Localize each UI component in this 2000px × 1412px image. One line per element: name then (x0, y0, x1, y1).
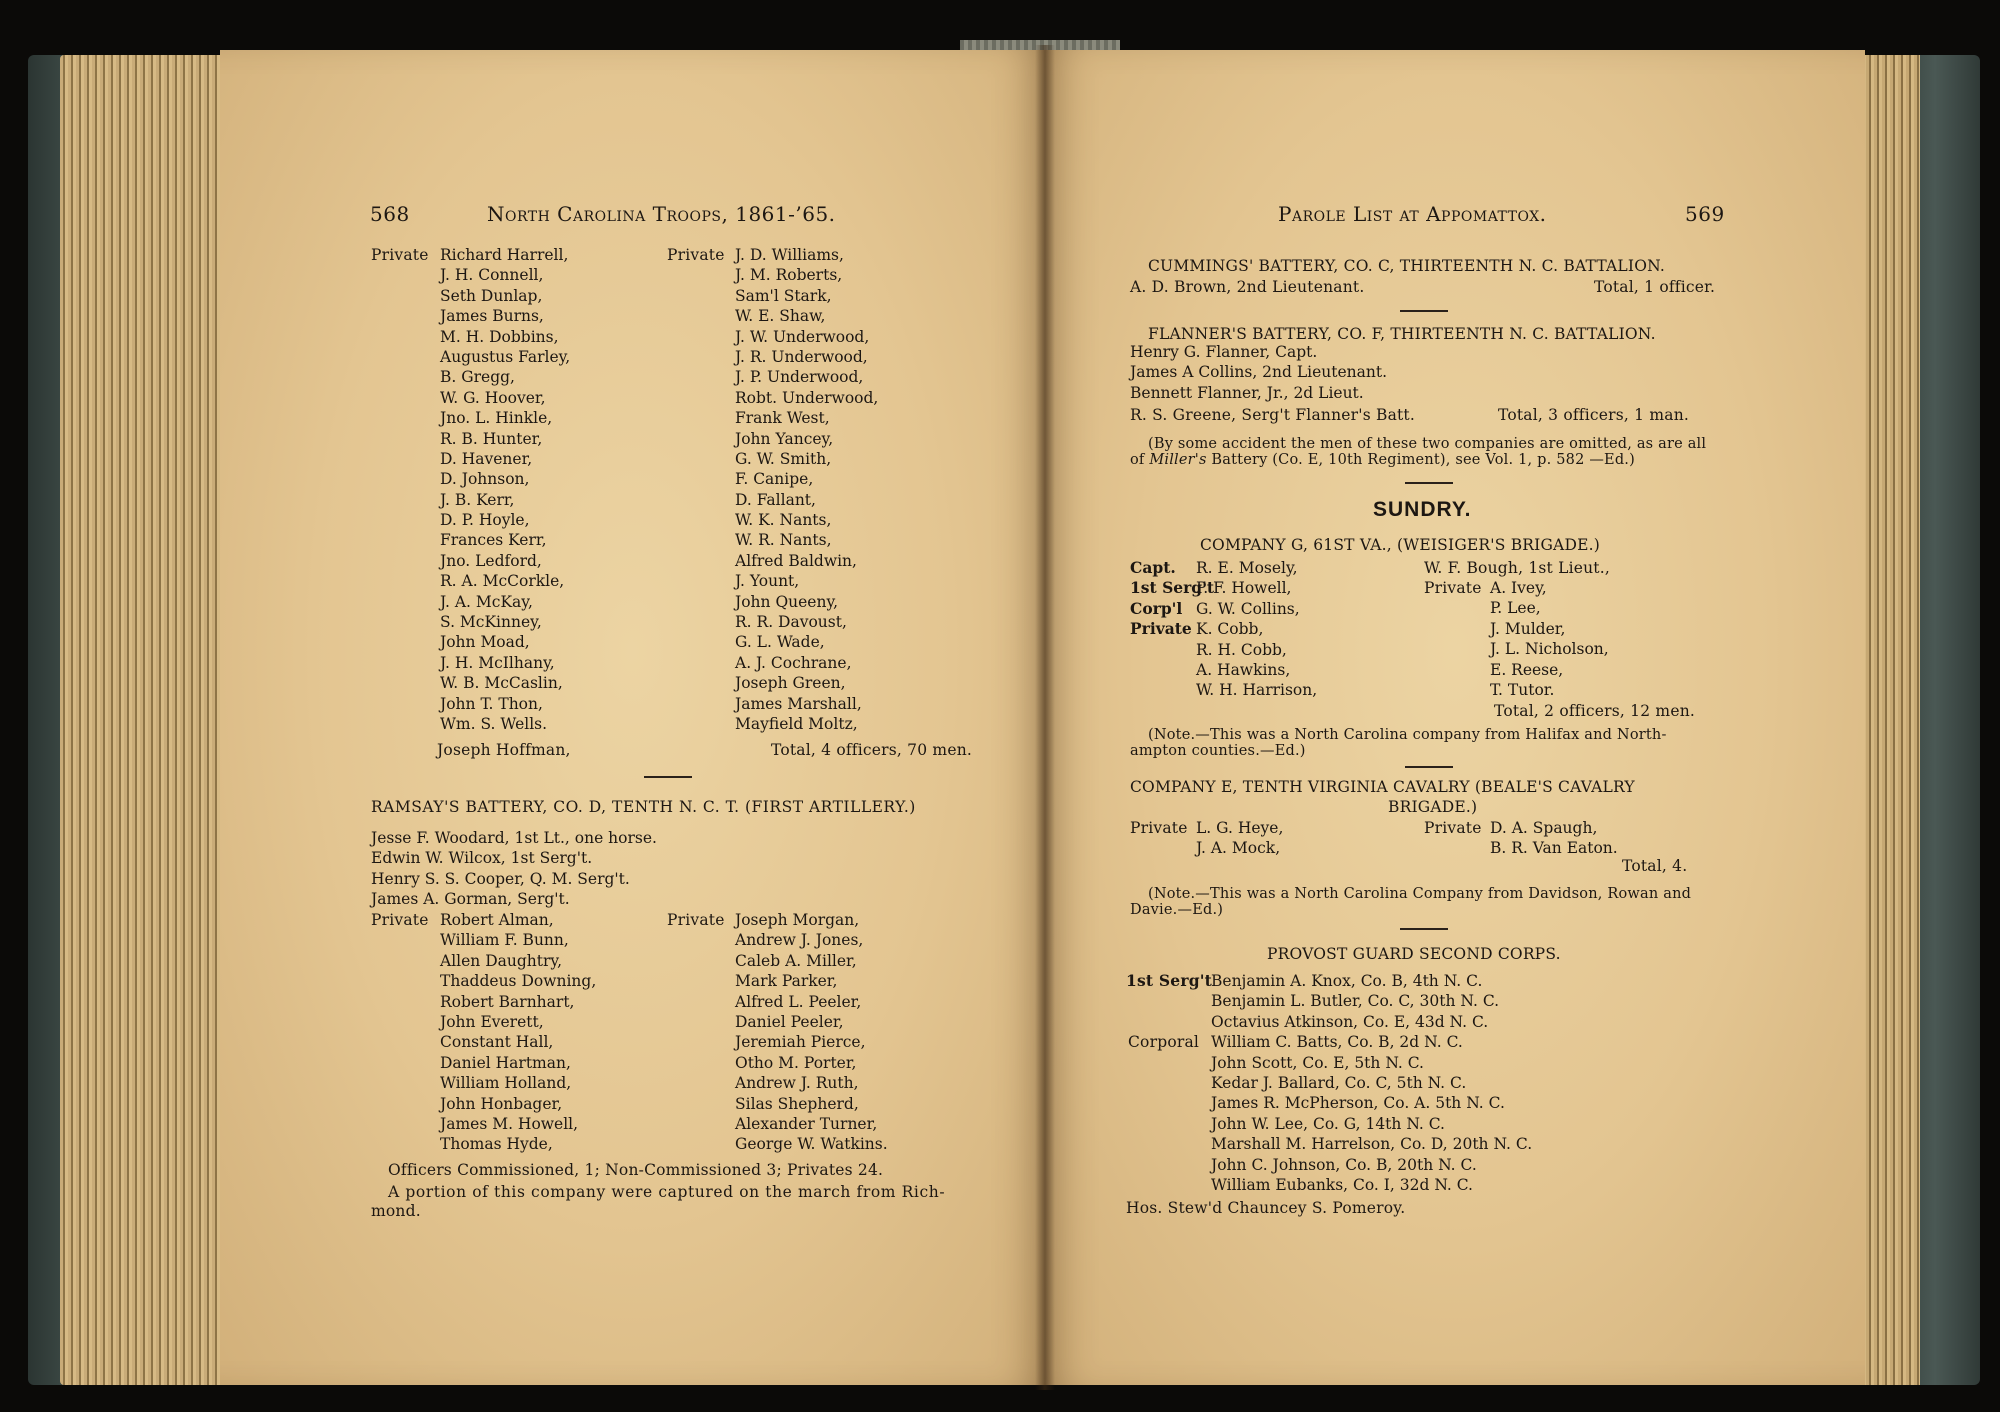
roster-name: Otho M. Porter, (735, 1053, 857, 1072)
roster-name: T. Tutor. (1490, 680, 1555, 699)
roster-name: S. McKinney, (440, 613, 542, 632)
roster-name: Caleb A. Miller, (735, 951, 857, 970)
roster-name: J. W. Underwood, (735, 327, 870, 346)
roster-name: Mayfield Moltz, (735, 714, 858, 733)
roster-name: James Marshall, (735, 694, 862, 713)
roster-name: Joseph Green, (735, 674, 846, 693)
flanner-total: Total, 3 officers, 1 man. (1498, 406, 1690, 424)
roster-name: F. Canipe, (735, 470, 814, 489)
roster-name: Daniel Hartman, (440, 1053, 571, 1072)
sundry-heading: SUNDRY. (1373, 498, 1472, 521)
left-running-head: North Carolina Troops, 1861-’65. (487, 202, 836, 226)
roster-name: John Everett, (440, 1012, 544, 1031)
roster-name: M. H. Dobbins, (440, 327, 559, 346)
roster-name: Andrew J. Jones, (735, 931, 864, 950)
company-e-note-line-1: (Note.—This was a North Carolina Company from Davidson, Rowan and (1148, 886, 1692, 902)
roster-name: Frank West, (735, 409, 830, 428)
roster-name: Andrew J. Ruth, (735, 1074, 859, 1093)
flanner-officers (1130, 342, 1387, 403)
company-g-lieutenant: W. F. Bough, 1st Lieut., (1424, 559, 1610, 577)
ramsay-officers (371, 828, 657, 910)
roster-name: W. B. McCaslin, (440, 674, 563, 693)
roster1-column-2 (735, 245, 878, 734)
provost-rank-corporal: Corporal (1128, 1033, 1200, 1051)
roster-name: J. A. McKay, (440, 592, 533, 611)
roster-name: P. Lee, (1490, 599, 1541, 618)
roster-name: Allen Daughtry, (440, 951, 563, 970)
provost-entry: William C. Batts, Co. B, 2d N. C. (1211, 1033, 1463, 1052)
roster-name: Alfred L. Peeler, (735, 992, 862, 1011)
officer-line: Bennett Flanner, Jr., 2d Lieut. (1130, 383, 1364, 402)
roster-name: P. F. Howell, (1196, 579, 1292, 598)
roster-name: John Honbager, (440, 1094, 563, 1113)
roster-name: Thaddeus Downing, (440, 972, 597, 991)
roster-name: John T. Thon, (440, 694, 543, 713)
roster-name: J. D. Williams, (735, 246, 844, 264)
cummings-total: Total, 1 officer. (1594, 278, 1716, 296)
roster-name: J. Mulder, (1490, 619, 1566, 638)
roster-name: R. E. Mosely, (1196, 559, 1298, 577)
roster-name: Mark Parker, (735, 972, 838, 991)
company-e-note-line-2: Davie.—Ed.) (1130, 902, 1224, 918)
roster2-rank-2: Private (667, 911, 725, 929)
roster-name: Seth Dunlap, (440, 286, 543, 305)
roster-name: W. G. Hoover, (440, 388, 546, 407)
roster-name: A. Hawkins, (1196, 660, 1291, 679)
roster-name: Silas Shepherd, (735, 1094, 859, 1113)
roster-name: John Moad, (440, 633, 530, 652)
company-g-private-rank: Private (1424, 579, 1482, 597)
roster-name: James M. Howell, (440, 1114, 579, 1133)
capture-note-line-1: A portion of this company were captured on the march from Rich- (388, 1183, 946, 1201)
roster-name: W. H. Harrison, (1196, 681, 1318, 700)
roster-name: Jno. L. Hinkle, (440, 409, 553, 428)
roster-name: J. H. McIlhany, (440, 653, 555, 672)
officers-summary: Officers Commissioned, 1; Non-Commissioned 3; Privates 24. (388, 1161, 884, 1179)
roster-name: B. Gregg, (440, 368, 515, 387)
roster-name: Jno. Ledford, (440, 551, 542, 570)
roster2-rank: Private (371, 911, 429, 929)
right-running-head: Parole List at Appomattox. (1278, 202, 1547, 226)
roster-name: J. H. Connell, (440, 266, 544, 285)
roster-name: J. L. Nicholson, (1490, 640, 1609, 659)
roster-name: Frances Kerr, (440, 531, 547, 550)
roster-name: D. P. Hoyle, (440, 511, 530, 530)
section-rule (1400, 928, 1448, 930)
roster-name: John Queeny, (735, 592, 839, 611)
roster-name: D. Fallant, (735, 490, 816, 509)
roster-name: J. P. Underwood, (735, 368, 864, 387)
roster-name: Augustus Farley, (440, 347, 571, 366)
provost-entry: Octavius Atkinson, Co. E, 43d N. C. (1211, 1012, 1489, 1031)
roster-name: E. Reese, (1490, 660, 1564, 679)
roster-name: Thomas Hyde, (440, 1135, 553, 1154)
roster-name: R. H. Cobb, (1196, 640, 1287, 659)
company-e-column-1 (1196, 818, 1283, 859)
provost-entry: William Eubanks, Co. I, 32d N. C. (1211, 1175, 1473, 1194)
roster-name: Daniel Peeler, (735, 1012, 844, 1031)
roster-name: Robt. Underwood, (735, 388, 879, 407)
provost-entry: Benjamin L. Butler, Co. C, 30th N. C. (1211, 992, 1500, 1011)
company-e-rank: Private (1130, 819, 1188, 837)
provost-rank-sergeant: 1st Serg't (1126, 971, 1213, 990)
roster-name: Constant Hall, (440, 1033, 554, 1052)
provost-entry: James R. McPherson, Co. A. 5th N. C. (1211, 1094, 1505, 1113)
hospital-steward: Hos. Stew'd Chauncey S. Pomeroy. (1126, 1199, 1406, 1217)
officer-line: Edwin W. Wilcox, 1st Serg't. (371, 849, 593, 868)
officer-line: Jesse F. Woodard, 1st Lt., one horse. (371, 829, 657, 847)
cummings-battery-heading: CUMMINGS' BATTERY, CO. C, THIRTEENTH N. C. BATTALION. (1148, 257, 1666, 275)
roster-name: John Yancey, (735, 429, 834, 448)
roster-name: Alfred Baldwin, (735, 551, 857, 570)
roster-name: J. B. Kerr, (440, 490, 515, 509)
roster-name: James Burns, (440, 307, 544, 326)
capture-note-line-2: mond. (371, 1202, 421, 1220)
roster-name: Jeremiah Pierce, (735, 1033, 866, 1052)
roster-name: George W. Watkins. (735, 1135, 888, 1154)
roster1-rank: Private (371, 246, 429, 264)
provost-entry: Kedar J. Ballard, Co. C, 5th N. C. (1211, 1073, 1467, 1092)
provost-guard-heading: PROVOST GUARD SECOND CORPS. (1267, 945, 1561, 963)
roster-name: D. A. Spaugh, (1490, 819, 1598, 837)
provost-guard-list (1211, 971, 1532, 1195)
roster-name: J. M. Roberts, (735, 266, 843, 285)
book-gutter (1035, 45, 1055, 1390)
roster-name: G. L. Wade, (735, 633, 825, 652)
roster-name: A. Ivey, (1490, 579, 1547, 597)
roster-name: J. Yount, (735, 572, 800, 591)
officer-line: James A Collins, 2nd Lieutenant. (1130, 363, 1388, 382)
roster1-total: Total, 4 officers, 70 men. (771, 741, 973, 759)
section-rule (1405, 766, 1453, 768)
roster-name: William Holland, (440, 1074, 572, 1093)
roster-name: D. Havener, (440, 449, 533, 468)
roster-name: R. A. McCorkle, (440, 572, 565, 591)
roster2-column-1 (440, 910, 596, 1155)
company-g-note-line-2: ampton counties.—Ed.) (1130, 743, 1306, 759)
company-g-note-line-1: (Note.—This was a North Carolina company from Halifax and North- (1148, 727, 1667, 743)
officer-line: Henry G. Flanner, Capt. (1130, 343, 1318, 361)
provost-entry: John W. Lee, Co. G, 14th N. C. (1211, 1114, 1445, 1133)
omission-note-line-2: of Miller's Battery (Co. E, 10th Regiment), see Vol. 1, p. 582 —Ed.) (1130, 452, 1635, 468)
flanner-battery-heading: FLANNER'S BATTERY, CO. F, THIRTEENTH N. C. BATTALION. (1148, 325, 1656, 343)
roster-name: J. R. Underwood, (735, 347, 868, 366)
omission-note-line-1: (By some accident the men of these two companies are omitted, as are all (1148, 436, 1707, 452)
roster-name: K. Cobb, (1196, 620, 1264, 639)
left-page-number: 568 (370, 202, 410, 226)
roster-name: W. E. Shaw, (735, 307, 826, 326)
officer-line: Henry S. S. Cooper, Q. M. Serg't. (371, 869, 630, 888)
provost-entry: Marshall M. Harrelson, Co. D, 20th N. C. (1211, 1135, 1533, 1154)
cummings-officer: A. D. Brown, 2nd Lieutenant. (1130, 278, 1365, 296)
rank-label: 1st Serg't (1130, 578, 1215, 598)
page-edges-left (60, 55, 235, 1385)
company-e-total: Total, 4. (1622, 857, 1688, 875)
roster-name: Sam'l Stark, (735, 286, 832, 305)
roster-name: Robert Barnhart, (440, 992, 575, 1011)
roster-name: Robert Alman, (440, 911, 554, 929)
rank-label: Capt. (1130, 558, 1176, 577)
roster-name: Richard Harrell, (440, 246, 569, 264)
company-g-heading: COMPANY G, 61ST VA., (WEISIGER'S BRIGADE.) (1200, 536, 1600, 554)
flanner-last-officer: R. S. Greene, Serg't Flanner's Batt. (1130, 406, 1415, 424)
roster-name: G. W. Smith, (735, 449, 832, 468)
company-g-column-1 (1196, 558, 1317, 701)
roster-name: G. W. Collins, (1196, 599, 1300, 618)
roster2-column-2 (735, 910, 888, 1155)
roster-name: A. J. Cochrane, (735, 653, 852, 672)
roster1-rank-2: Private (667, 246, 725, 264)
rank-label: Private (1130, 619, 1192, 639)
provost-entry: Benjamin A. Knox, Co. B, 4th N. C. (1211, 972, 1483, 990)
ramsay-battery-heading: RAMSAY'S BATTERY, CO. D, TENTH N. C. T. (FIRST ARTILLERY.) (371, 798, 916, 816)
rank-label: Corp'l (1130, 598, 1183, 618)
roster-name: Joseph Morgan, (735, 911, 860, 929)
roster1-column-1 (440, 245, 570, 734)
roster-name: Alexander Turner, (735, 1114, 878, 1133)
section-rule (644, 776, 692, 778)
section-rule (1400, 310, 1448, 312)
roster-name: W. R. Nants, (735, 531, 832, 550)
roster-name: J. A. Mock, (1196, 839, 1281, 858)
roster-name: W. K. Nants, (735, 511, 832, 530)
company-e-heading-line-1: COMPANY E, TENTH VIRGINIA CAVALRY (BEALE'S CAVALRY (1130, 778, 1635, 796)
roster-name: William F. Bunn, (440, 931, 569, 950)
roster1-last-name: Joseph Hoffman, (437, 741, 571, 759)
roster-name: Wm. S. Wells. (440, 714, 548, 733)
company-g-total: Total, 2 officers, 12 men. (1494, 702, 1696, 720)
company-g-column-2 (1490, 578, 1609, 700)
roster-name: B. R. Van Eaton. (1490, 839, 1618, 858)
officer-line: James A. Gorman, Serg't. (371, 890, 570, 909)
provost-entry: John C. Johnson, Co. B, 20th N. C. (1211, 1155, 1477, 1174)
right-page-number: 569 (1685, 202, 1725, 226)
provost-entry: John Scott, Co. E, 5th N. C. (1211, 1053, 1424, 1072)
roster-name: D. Johnson, (440, 470, 530, 489)
roster-name: R. B. Hunter, (440, 429, 543, 448)
company-e-heading-line-2: BRIGADE.) (1388, 798, 1478, 816)
company-e-column-2 (1490, 818, 1618, 859)
roster-name: R. R. Davoust, (735, 613, 847, 632)
section-rule (1405, 482, 1453, 484)
roster-name: L. G. Heye, (1196, 819, 1284, 837)
company-e-rank-2: Private (1424, 819, 1482, 837)
